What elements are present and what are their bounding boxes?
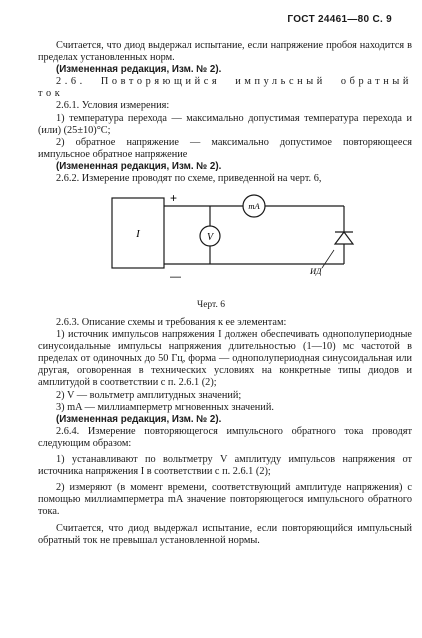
source-label: I [136, 228, 140, 240]
bottom-text-block [38, 317, 412, 547]
paragraph: 1) температура перехода — максимально допустимая температура перехода и (или) (25±10)°С; [38, 112, 412, 136]
paragraph: 2.6.3. Описание схемы и требования к ее элементам: [56, 317, 287, 328]
revision-note: (Измененная редакция, Изм. № 2). [56, 64, 222, 76]
section-heading: 2.6. Повторяющийся импульсный обратный ток [38, 76, 412, 100]
milliammeter-label: mA [248, 201, 260, 211]
minus-label: — [170, 271, 181, 283]
paragraph: 1) источник импульсов напряжения I должен обеспечивать однополупериодные синусоидальные импульсы напряжения длительностью (1—10) мс частотой в пределах от одиночных до 50 Гц, форма — однополупериодная синусоидальная или другая, оговоренная в технических условиях на конкретные типы диодов и амплитудой в соответствии с п. 2.6.1 (2); [38, 329, 412, 389]
paragraph: 2) обратное напряжение — максимально допустимое повторяющееся импульсное обратное напряжение [38, 136, 412, 160]
top-text-block [38, 40, 412, 185]
page-header: ГОСТ 24461—80 С. 9 [287, 14, 392, 25]
revision-note: (Измененная редакция, Изм. № 2). [56, 160, 222, 172]
circuit-diagram [38, 188, 412, 298]
paragraph: 2) V — вольтметр амплитудных значений; [56, 389, 242, 401]
revision-note: (Измененная редакция, Изм. № 2). [56, 413, 222, 425]
diode-label: ИД [310, 266, 322, 276]
paragraph: 2.6.2. Измерение проводят по схеме, приведенной на черт. 6, [56, 173, 322, 185]
paragraph: 3) mA — миллиамперметр мгновенных значений. [56, 401, 274, 413]
paragraph: Считается, что диод выдержал испытание, если напряжение пробоя находится в пределах установленных норм. [38, 40, 412, 64]
paragraph: 1) устанавливают по вольтметру V амплитуду импульсов напряжения от источника напряжения I в соответствии с п. 2.6.1 (2); [38, 454, 412, 478]
paragraph: 2.6.4. Измерение повторяющегося импульсного обратного тока проводят следующим образом: [38, 425, 412, 449]
diode-triangle [335, 232, 353, 244]
paragraph: 2.6.1. Условия измерения: [56, 100, 170, 112]
plus-label: + [170, 191, 178, 205]
voltmeter-label: V [206, 232, 214, 243]
paragraph: 2) измеряют (в момент времени, соответствующий амплитуде напряжения) с помощью миллиамперметра mA значение повторяющегося импульсного обратного тока. [38, 482, 412, 518]
figure-caption: Черт. 6 [197, 300, 225, 310]
paragraph: Считается, что диод выдержал испытание, если повторяющийся импульсный обратный ток не превышал установленной нормы. [38, 522, 412, 546]
diode-leader-line [322, 250, 334, 268]
